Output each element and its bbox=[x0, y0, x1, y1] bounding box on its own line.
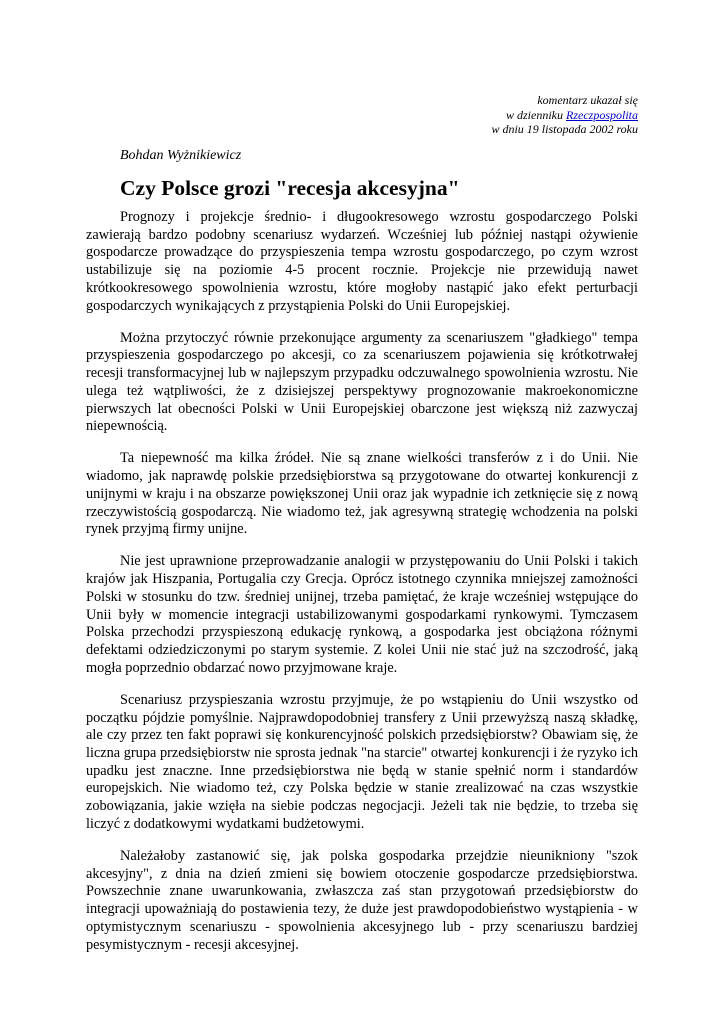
newspaper-link[interactable]: Rzeczpospolita bbox=[566, 107, 638, 122]
paragraph-4: Nie jest uprawnione przeprowadzanie analogii w przystępowaniu do Unii Polski i takich krajów jak Hiszpania, Portugalia czy Grecja. Oprócz istotnego czynnika mniejszej zamożności Polski w stosunku do tzw. średniej unijnej, trzeba pamiętać, że kraje wcześniej wstępujące do Unii były w momencie integracji ustabilizowanymi gospodarkami rynkowymi. Tymczasem Polska przechodzi przyspieszoną edukację rynkową, a gospodarka jest obciążona różnymi defektami odziedziczonymi po starym systemie. Z kolei Unii nie stać już na szczodrość, jaką mogła poprzednio obdarzać nowo przyjmowane kraje. bbox=[86, 553, 638, 676]
paragraph-1: Prognozy i projekcje średnio- i długookresowego wzrostu gospodarczego Polski zawierają bardzo podobny scenariusz wydarzeń. Wcześniej lub później nastąpi ożywienie gospodarcze prowadzące do przyspieszenia tempa wzrostu gospodarczego, po czym wzrost ustabilizuje się na poziomie 4-5 procent rocznie. Projekcje nie przewidują nawet krótkookresowego spowolnienia wzrostu, które mogłoby nastąpić jako efekt perturbacji gospodarczych wynikających z przystąpienia Polski do Unii Europejskiej. bbox=[86, 209, 638, 314]
article-body bbox=[86, 209, 638, 969]
publication-note-line-1: komentarz ukazał się bbox=[537, 93, 638, 107]
publication-note-line-2 bbox=[338, 108, 638, 123]
publication-note-line-3: w dniu 19 listopada 2002 roku bbox=[491, 122, 638, 136]
publication-note bbox=[338, 93, 638, 137]
paragraph-2: Można przytoczyć równie przekonujące argumenty za scenariuszem "gładkiego" tempa przyspieszenia gospodarczego po akcesji, co za scenariuszem pojawienia się krótkotrwałej recesji transformacyjnej lub w najlepszym przypadku odczuwalnego spowolnienia wzrostu. Nie ulega też wątpliwości, że z dzisiejszej perspektywy prognozowanie makroekonomiczne pierwszych lat obecności Polski w Unii Europejskiej obarczone jest większą niż zazwyczaj niepewnością. bbox=[86, 329, 638, 435]
paragraph-6: Należałoby zastanowić się, jak polska gospodarka przejdzie nieunikniony "szok akcesyjny", z dnia na dzień zmieni się bowiem otoczenie gospodarcze przedsiębiorstwa. Powszechnie znane uwarunkowania, zwłaszcza zaś stan przygotowań przedsiębiorstw do integracji upoważniają do postawienia tezy, że duże jest prawdopodobieństwo wystąpienia - w optymistycznym scenariuszu - spowolnienia akcesyjnego lub - przy scenariuszu bardziej pesymistycznym - recesji akcesyjnej. bbox=[86, 848, 638, 953]
paragraph-3: Ta niepewność ma kilka źródeł. Nie są znane wielkości transferów z i do Unii. Nie wiadomo, jak naprawdę polskie przedsiębiorstwa są przygotowane do otwartej konkurencji z unijnymi w kraju i na obszarze powiększonej Unii oraz jak wypadnie ich zetknięcie się z nową rzeczywistością gospodarczą. Nie wiadomo też, jak agresywną strategię wchodzenia na polski rynek przyjmą firmy unijne. bbox=[86, 450, 638, 538]
article-title: Czy Polsce grozi "recesja akcesyjna" bbox=[120, 176, 460, 200]
author-name: Bohdan Wyżnikiewicz bbox=[120, 148, 242, 163]
publication-note-prefix: w dzienniku bbox=[506, 107, 566, 122]
paragraph-5: Scenariusz przyspieszania wzrostu przyjmuje, że po wstąpieniu do Unii wszystko od początku pójdzie pomyślnie. Najprawdopodobniej transfery z Unii przewyższą naszą składkę, ale czy przez ten fakt poprawi się konkurencyjność polskich przedsiębiorstw? Obawiam się, że liczna grupa przedsiębiorstw nie sprosta jednak "na starcie" otwartej konkurencji i że ryzyko ich upadku jest znaczne. Inne przedsiębiorstwa nie będą w stanie spełnić norm i standardów europejskich. Nie wiadomo też, czy Polska będzie w stanie zrealizować na czas wszystkie zobowiązania, jakie wzięła na siebie podczas negocjacji. Jeżeli tak nie będzie, to trzeba się liczyć z dodatkowymi wydatkami budżetowymi. bbox=[86, 691, 638, 832]
